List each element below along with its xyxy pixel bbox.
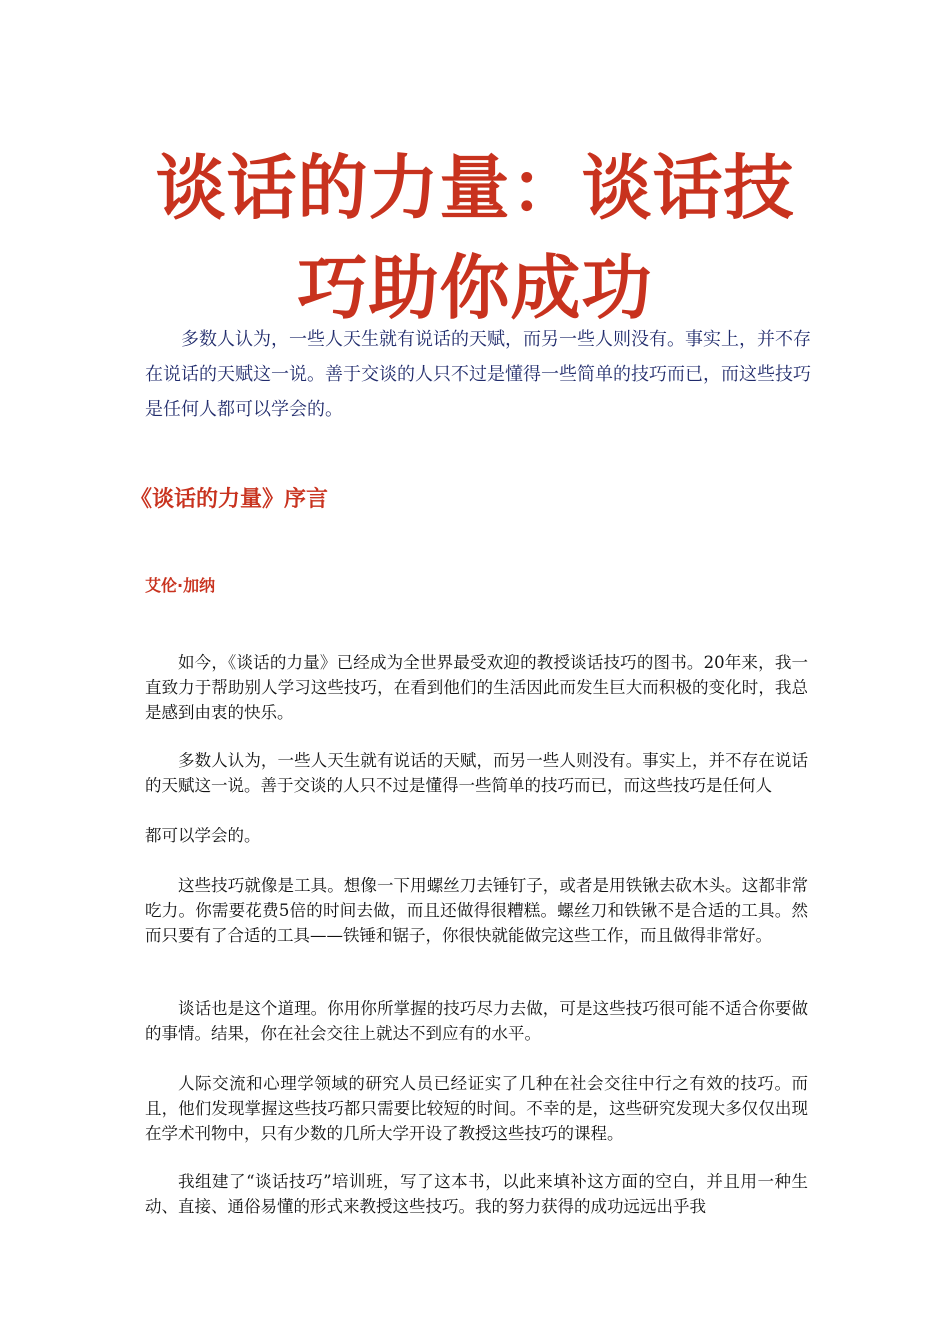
body-paragraph-2-continued: 都可以学会的。	[145, 826, 261, 845]
title-line-1: 谈话的力量：谈话技	[155, 147, 795, 229]
summary-paragraph: 多数人认为，一些人天生就有说话的天赋，而另一些人则没有。事实上，并不存在说话的天赋这一说。善于交谈的人只不过是懂得一些简单的技巧而已，而这些技巧是任何人都可以学会的。	[145, 329, 811, 420]
author-name: 艾伦·加纳	[145, 576, 216, 595]
body-paragraph-2: 多数人认为，一些人天生就有说话的天赋，而另一些人则没有。事实上，并不存在说话的天赋这一说。善于交谈的人只不过是懂得一些简单的技巧而已，而这些技巧是任何人	[145, 751, 808, 795]
body-paragraph-4: 谈话也是这个道理。你用你所掌握的技巧尽力去做，可是这些技巧很可能不适合你要做的事情。结果，你在社会交往上就达不到应有的水平。	[145, 999, 808, 1043]
body-paragraph-5: 人际交流和心理学领域的研究人员已经证实了几种在社会交往中行之有效的技巧。而且，他们发现掌握这些技巧都只需要比较短的时间。不幸的是，这些研究发现大多仅仅出现在学术刊物中，只有少数的几所大学开设了教授这些技巧的课程。	[145, 1074, 808, 1143]
body-paragraph-3: 这些技巧就像是工具。想像一下用螺丝刀去锤钉子，或者是用铁锹去砍木头。这都非常吃力。你需要花费5倍的时间去做，而且还做得很糟糕。螺丝刀和铁锹不是合适的工具。然而只要有了合适的工具——铁锤和锯子，你很快就能做完这些工作，而且做得非常好。	[145, 876, 808, 945]
body-paragraph-1: 如今，《谈话的力量》已经成为全世界最受欢迎的教授谈话技巧的图书。20年来，我一直致力于帮助别人学习这些技巧，在看到他们的生活因此而发生巨大而积极的变化时，我总是感到由衷的快乐。	[145, 653, 808, 722]
section-heading: 《谈话的力量》序言	[130, 487, 329, 512]
title-line-2: 巧助你成功	[297, 247, 653, 329]
body-paragraph-6: 我组建了“谈话技巧”培训班，写了这本书，以此来填补这方面的空白，并且用一种生动、直接、通俗易懂的形式来教授这些技巧。我的努力获得的成功远远出乎我	[145, 1172, 808, 1216]
document-title	[145, 138, 805, 338]
